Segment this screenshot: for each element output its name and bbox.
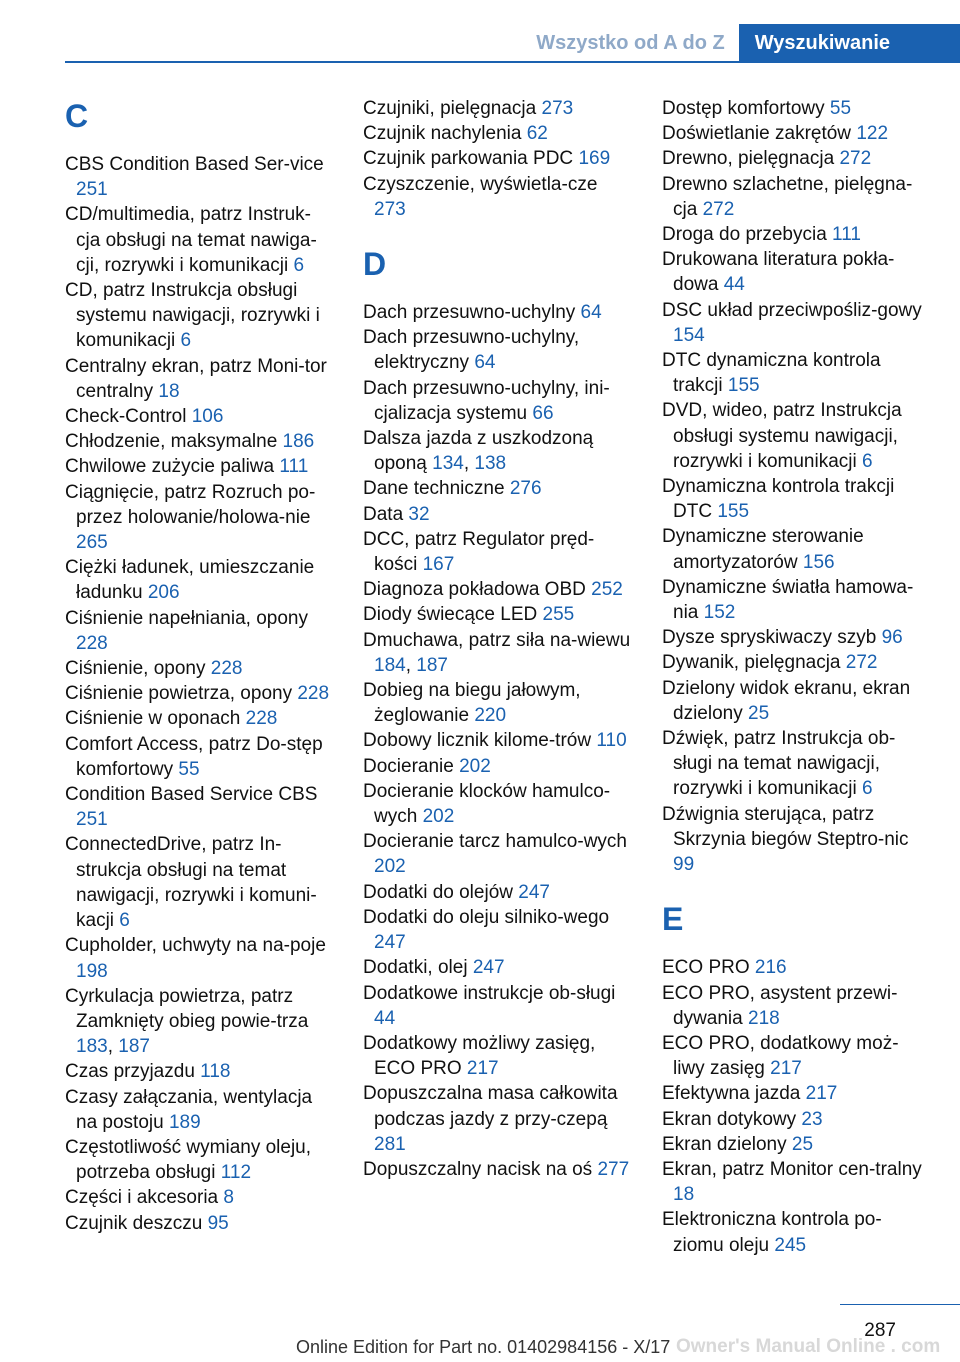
entry-term: Check-Control bbox=[65, 406, 187, 428]
index-entry bbox=[65, 429, 333, 454]
index-entry bbox=[662, 802, 930, 878]
entry-term: Czujniki, pielęgnacja bbox=[363, 98, 537, 119]
entry-term: ECO PRO bbox=[662, 957, 750, 979]
entry-term: Czujnik deszczu bbox=[65, 1212, 203, 1234]
entry-term: Data bbox=[363, 503, 404, 525]
watermark-logo: Owner's Manual Online . com bbox=[676, 1336, 941, 1357]
index-entry bbox=[363, 527, 631, 577]
page-link[interactable]: 265 bbox=[76, 532, 108, 554]
index-entry bbox=[363, 121, 631, 146]
page-link[interactable]: 154 bbox=[673, 324, 705, 346]
index-entry bbox=[363, 577, 631, 602]
page-link[interactable]: 198 bbox=[76, 960, 108, 982]
entry-term: Dopuszczalna masa całkowita podczas jazdy z przy‐czepą bbox=[363, 1083, 618, 1130]
index-entry bbox=[65, 1135, 333, 1185]
page-link[interactable]: 273 bbox=[541, 98, 574, 119]
entry-term: Części i akcesoria bbox=[65, 1187, 219, 1209]
page-link[interactable]: 152 bbox=[703, 602, 736, 624]
section-gap bbox=[363, 222, 631, 244]
index-entry bbox=[363, 728, 631, 753]
entry-term: Dobowy licznik kilome‐trów bbox=[363, 730, 592, 752]
page-link[interactable]: 252 bbox=[591, 579, 623, 601]
index-entry bbox=[662, 1157, 930, 1207]
entry-term: DTC dynamiczna kontrola trakcji bbox=[662, 350, 881, 397]
index-column-2 bbox=[363, 96, 631, 1182]
entry-term: Efektywna jazda bbox=[662, 1083, 801, 1105]
page-link[interactable]: 112 bbox=[220, 1162, 252, 1184]
index-entry bbox=[363, 476, 631, 501]
page-link[interactable]: 189 bbox=[168, 1111, 201, 1133]
entry-term: Dodatki do olejów bbox=[363, 881, 513, 903]
page-link[interactable]: 167 bbox=[422, 554, 455, 576]
index-entry bbox=[65, 1059, 333, 1084]
page-link[interactable]: 245 bbox=[774, 1234, 807, 1256]
entry-term: Ciśnienie powietrza, opony bbox=[65, 683, 293, 705]
page-link[interactable]: 8 bbox=[223, 1187, 234, 1209]
entry-term: DSC układ przeciwpośliz‐gowy bbox=[662, 299, 922, 321]
index-entry bbox=[363, 172, 631, 222]
entry-term: Dynamiczna kontrola trakcji DTC bbox=[662, 476, 895, 523]
page-link[interactable]: 18 bbox=[158, 380, 180, 402]
page-link[interactable]: 206 bbox=[147, 582, 180, 604]
index-entry bbox=[65, 278, 333, 354]
entry-term: Czyszczenie, wyświetla‐cze bbox=[363, 173, 598, 195]
index-entry bbox=[363, 829, 631, 879]
index-entry bbox=[662, 676, 930, 726]
entry-term: Częstotliwość wymiany oleju, potrzeba obsługi bbox=[65, 1136, 312, 1184]
entry-term: ECO PRO, dodatkowy moż‐liwy zasięg bbox=[662, 1032, 899, 1080]
page-link[interactable]: 62 bbox=[526, 123, 548, 145]
page-link[interactable]: 228 bbox=[210, 658, 243, 680]
entry-term: Dodatki do oleju silniko‐wego bbox=[363, 906, 610, 928]
index-entry bbox=[65, 732, 333, 782]
entry-term: Droga do przebycia bbox=[662, 224, 827, 246]
entry-term: Dalsza jazda z uszkodzoną oponą bbox=[363, 428, 594, 475]
page-link[interactable]: 111 bbox=[279, 456, 309, 478]
page-link[interactable]: 217 bbox=[770, 1058, 802, 1080]
page-link[interactable]: 247 bbox=[472, 957, 505, 979]
page-link[interactable]: 32 bbox=[408, 503, 430, 525]
index-entry bbox=[65, 354, 333, 404]
entry-term: Czasy załączania, wentylacja na postoju bbox=[65, 1086, 313, 1133]
index-entry bbox=[662, 1107, 930, 1132]
page-link[interactable]: 228 bbox=[297, 683, 330, 705]
page-link[interactable]: 272 bbox=[845, 652, 878, 674]
page-link[interactable]: 247 bbox=[374, 932, 406, 954]
index-entry bbox=[662, 524, 930, 574]
index-entry bbox=[65, 832, 333, 933]
page-link[interactable]: 220 bbox=[474, 705, 507, 727]
entry-term: Dzielony widok ekranu, ekran dzielony bbox=[662, 677, 911, 724]
entry-term: DCC, patrz Regulator pręd‐kości bbox=[363, 528, 595, 576]
page-link[interactable]: 202 bbox=[374, 856, 406, 878]
entry-term: Cyrkulacja powietrza, patrz Zamknięty obieg powie‐trza bbox=[65, 985, 309, 1032]
entry-term: Condition Based Service CBS bbox=[65, 784, 318, 806]
index-entry bbox=[65, 933, 333, 983]
entry-term: Elektroniczna kontrola po‐ziomu oleju bbox=[662, 1209, 882, 1256]
section-letter: D bbox=[363, 246, 387, 283]
entry-term: Docieranie tarcz hamulco‐wych bbox=[363, 831, 627, 853]
entry-term: Ciągnięcie, patrz Rozruch po‐przez holowanie/holowa‐nie bbox=[65, 481, 316, 528]
page-link[interactable]: 281 bbox=[374, 1133, 406, 1155]
page-link[interactable]: 228 bbox=[245, 708, 278, 730]
page-link[interactable]: 187 bbox=[118, 1036, 150, 1058]
page-link[interactable]: 216 bbox=[754, 957, 787, 979]
index-entry bbox=[65, 404, 333, 429]
index-entry bbox=[65, 454, 333, 479]
entry-term: Ciśnienie napełniania, opony bbox=[65, 607, 308, 629]
page-link[interactable]: 272 bbox=[702, 198, 735, 220]
entry-term: Dach przesuwno-uchylny bbox=[363, 302, 576, 324]
index-entry bbox=[662, 121, 930, 146]
index-entry bbox=[363, 678, 631, 728]
page-link[interactable]: 183 bbox=[76, 1036, 108, 1058]
entry-term: Doświetlanie zakrętów bbox=[662, 123, 852, 145]
page-link[interactable]: 251 bbox=[76, 809, 108, 831]
index-entry bbox=[65, 1185, 333, 1210]
entry-term: Diagnoza pokładowa OBD bbox=[363, 579, 586, 601]
index-entry bbox=[363, 1081, 631, 1157]
entry-term: Cupholder, uchwyty na na‐poje bbox=[65, 935, 326, 957]
index-entry bbox=[363, 880, 631, 905]
index-entry bbox=[662, 247, 930, 297]
edition-footer: Online Edition for Part no. 01402984156 - X/17 bbox=[296, 1337, 671, 1357]
header-tabs bbox=[522, 24, 960, 62]
index-entry bbox=[363, 602, 631, 627]
page-link[interactable]: 110 bbox=[596, 730, 627, 752]
entry-term: Ciśnienie w oponach bbox=[65, 708, 241, 730]
index-entry bbox=[662, 398, 930, 474]
entry-term: ConnectedDrive, patrz In‐strukcja obsługi na temat nawigacji, rozrywki i komuni‐kacji bbox=[65, 834, 317, 932]
page-link[interactable]: 155 bbox=[727, 375, 760, 397]
page-link[interactable]: 273 bbox=[374, 198, 406, 220]
index-entry bbox=[662, 1132, 930, 1157]
entry-term: Dywanik, pielęgnacja bbox=[662, 652, 841, 674]
entry-term: CD, patrz Instrukcja obsługi systemu nawigacji, rozrywki i komunikacji bbox=[65, 280, 320, 352]
index-entry bbox=[662, 222, 930, 247]
index-entry bbox=[662, 650, 930, 675]
index-entry bbox=[363, 905, 631, 955]
index-entry bbox=[662, 1207, 930, 1257]
index-entry bbox=[65, 706, 333, 731]
index-entry bbox=[662, 146, 930, 171]
entry-term: Dane techniczne bbox=[363, 478, 505, 500]
index-entry bbox=[363, 779, 631, 829]
page-link[interactable]: 96 bbox=[881, 627, 903, 649]
entry-term: Dodatki, olej bbox=[363, 957, 468, 979]
index-entry bbox=[65, 555, 333, 605]
index-entry: Dalsza jazda z uszkodzoną oponą 134, 138 bbox=[363, 428, 594, 475]
entry-term: Dynamiczne światła hamowa‐nia bbox=[662, 576, 914, 624]
index-entry bbox=[662, 1031, 930, 1081]
page-link[interactable]: 217 bbox=[466, 1058, 499, 1080]
page-link[interactable]: 6 bbox=[119, 910, 130, 932]
page-link[interactable]: 66 bbox=[532, 402, 554, 424]
entry-term: Ekran dzielony bbox=[662, 1133, 787, 1155]
section-letter: C bbox=[65, 98, 89, 134]
page-link[interactable]: 169 bbox=[578, 148, 611, 170]
header-rule bbox=[65, 61, 960, 63]
page-link[interactable]: 276 bbox=[509, 478, 542, 500]
entry-term: Dźwięk, patrz Instrukcja ob‐sługi na temat nawigacji, rozrywki i komunikacji bbox=[662, 728, 896, 800]
index-entry bbox=[363, 146, 631, 171]
entry-term: Dysze spryskiwaczy szyb bbox=[662, 627, 877, 649]
entry-term: Comfort Access, patrz Do‐stęp komfortowy bbox=[65, 733, 323, 780]
index-entry bbox=[65, 681, 333, 706]
entry-term: Centralny ekran, patrz Moni‐tor centralny bbox=[65, 355, 327, 402]
section-letter: E bbox=[662, 901, 684, 938]
index-entry bbox=[662, 1081, 930, 1106]
page-link[interactable]: 18 bbox=[673, 1184, 695, 1206]
page-link[interactable]: 251 bbox=[76, 179, 108, 201]
page-link[interactable]: 122 bbox=[856, 123, 889, 145]
tab-search[interactable]: Wyszukiwanie bbox=[739, 24, 960, 62]
index-entry bbox=[363, 1031, 631, 1081]
page-link[interactable]: 217 bbox=[805, 1083, 838, 1105]
page-link[interactable]: 184 bbox=[374, 654, 406, 676]
page-link[interactable]: 99 bbox=[673, 854, 695, 876]
index-entry bbox=[65, 1085, 333, 1135]
page-number: 287 bbox=[864, 1320, 896, 1341]
index-entry bbox=[662, 726, 930, 802]
index-entry bbox=[662, 172, 930, 222]
index-entry bbox=[662, 348, 930, 398]
index-entry bbox=[662, 955, 930, 980]
page-link[interactable]: 55 bbox=[178, 758, 200, 780]
index-entry bbox=[65, 152, 333, 202]
index-entry bbox=[363, 376, 631, 426]
entry-term: Dach przesuwno-uchylny, ini‐cjalizacja systemu bbox=[363, 377, 610, 424]
page-link[interactable]: 6 bbox=[861, 450, 873, 472]
page-link[interactable]: 202 bbox=[459, 755, 491, 777]
page-link[interactable]: 155 bbox=[717, 501, 750, 523]
entry-term: Drewno, pielęgnacja bbox=[662, 148, 835, 170]
entry-term: Dopuszczalny nacisk na oś bbox=[363, 1158, 593, 1180]
index-entry bbox=[363, 96, 631, 121]
page-link[interactable]: 25 bbox=[791, 1133, 814, 1155]
index-entry bbox=[65, 202, 333, 278]
entry-term: Docieranie bbox=[363, 755, 454, 777]
page-link[interactable]: 55 bbox=[829, 98, 852, 119]
tab-index[interactable]: Wszystko od A do Z bbox=[522, 24, 739, 62]
page-link[interactable]: 247 bbox=[518, 881, 550, 903]
index-entry bbox=[662, 96, 930, 121]
page-link[interactable]: 202 bbox=[422, 806, 455, 828]
footer-rule bbox=[840, 1304, 960, 1305]
page-link[interactable]: 64 bbox=[580, 302, 602, 324]
page-link[interactable]: 186 bbox=[282, 431, 315, 453]
index-entry bbox=[65, 606, 333, 656]
index-entry bbox=[363, 981, 631, 1031]
page-link[interactable]: 6 bbox=[293, 254, 305, 276]
page-link[interactable]: 134 bbox=[432, 453, 464, 475]
entry-term: Dynamiczne sterowanie amortyzatorów bbox=[662, 526, 864, 573]
entry-term: Czujnik nachylenia bbox=[363, 123, 522, 145]
page-link[interactable]: 138 bbox=[474, 453, 507, 475]
page-link[interactable]: 277 bbox=[597, 1158, 630, 1180]
index-entry bbox=[363, 300, 631, 325]
index-entry bbox=[65, 480, 333, 556]
page-link[interactable]: 187 bbox=[416, 654, 448, 676]
page-link[interactable]: 95 bbox=[207, 1212, 229, 1234]
page-link[interactable]: 44 bbox=[374, 1007, 396, 1029]
entry-term: Chłodzenie, maksymalne bbox=[65, 431, 278, 453]
index-entry: Dmuchawa, patrz siła na‐wiewu 184, 187 bbox=[363, 629, 631, 676]
entry-term: ECO PRO, asystent przewi‐dywania bbox=[662, 982, 898, 1029]
index-entry bbox=[662, 298, 930, 348]
entry-term: Dodatkowe instrukcje ob‐sługi bbox=[363, 982, 616, 1004]
entry-term: DVD, wideo, patrz Instrukcja obsługi systemu nawigacji, rozrywki i komunikacji bbox=[662, 400, 902, 472]
entry-term: Ciężki ładunek, umieszczanie ładunku bbox=[65, 557, 315, 604]
index-entry bbox=[662, 474, 930, 524]
entry-term: Ekran dotykowy bbox=[662, 1108, 797, 1130]
page-link[interactable]: 255 bbox=[542, 604, 575, 626]
page-link[interactable]: 218 bbox=[748, 1007, 780, 1029]
page-link[interactable]: 106 bbox=[191, 406, 224, 428]
page-link[interactable]: 6 bbox=[861, 778, 873, 800]
entry-term: CBS Condition Based Ser‐vice bbox=[65, 154, 324, 175]
entry-term: Ciśnienie, opony bbox=[65, 658, 206, 680]
index-entry bbox=[363, 754, 631, 779]
index-entry bbox=[662, 575, 930, 625]
entry-term: Dodatkowy możliwy zasięg, ECO PRO bbox=[363, 1032, 596, 1080]
entry-term: Dobieg na biegu jałowym, żeglowanie bbox=[363, 680, 581, 727]
page-link[interactable]: 156 bbox=[802, 551, 835, 573]
index-entry bbox=[363, 955, 631, 980]
entry-term: Chwilowe zużycie paliwa bbox=[65, 456, 275, 478]
page-link[interactable]: 228 bbox=[76, 632, 108, 654]
page-link[interactable]: 118 bbox=[200, 1061, 231, 1083]
index-column-1 bbox=[65, 96, 333, 1236]
index-entry bbox=[363, 502, 631, 527]
index-entry bbox=[65, 1211, 333, 1236]
index-entry bbox=[363, 1157, 631, 1182]
entry-term: Dostęp komfortowy bbox=[662, 98, 825, 119]
entry-term: Docieranie klocków hamulco‐wych bbox=[363, 780, 611, 828]
index-column-3 bbox=[662, 96, 930, 1258]
entry-term: CD/multimedia, patrz Instruk‐cja obsługi na temat nawiga‐cji, rozrywki i komunikacji bbox=[65, 204, 317, 276]
entry-term: Diody świecące LED bbox=[363, 604, 538, 626]
entry-term: Czujnik parkowania PDC bbox=[363, 148, 574, 170]
page-link[interactable]: 111 bbox=[832, 224, 861, 246]
index-entry bbox=[363, 325, 631, 375]
index-entry bbox=[662, 625, 930, 650]
page-link[interactable]: 23 bbox=[801, 1108, 823, 1130]
section-gap bbox=[662, 877, 930, 899]
entry-term: Dach przesuwno-uchylny, elektryczny bbox=[363, 327, 580, 374]
entry-term: Drukowana literatura pokła‐dowa bbox=[662, 249, 895, 296]
page-link[interactable]: 25 bbox=[748, 702, 770, 724]
page-link[interactable]: 64 bbox=[474, 352, 496, 374]
entry-term: Dmuchawa, patrz siła na‐wiewu bbox=[363, 629, 631, 651]
entry-term: Ekran, patrz Monitor cen‐tralny bbox=[662, 1158, 922, 1180]
index-entry bbox=[662, 981, 930, 1031]
entry-term: Dźwignia sterująca, patrz Skrzynia biegów Steptro‐nic bbox=[662, 803, 909, 850]
entry-term: Czas przyjazdu bbox=[65, 1061, 195, 1083]
index-entry bbox=[65, 782, 333, 832]
index-entry bbox=[65, 656, 333, 681]
index-entry: Cyrkulacja powietrza, patrz Zamknięty obieg powie‐trza 183, 187 bbox=[65, 985, 309, 1058]
page-link[interactable]: 44 bbox=[723, 274, 745, 296]
entry-term: Drewno szlachetne, pielęgna‐cja bbox=[662, 173, 913, 220]
page-link[interactable]: 272 bbox=[839, 148, 872, 170]
page-link[interactable]: 6 bbox=[180, 330, 192, 352]
